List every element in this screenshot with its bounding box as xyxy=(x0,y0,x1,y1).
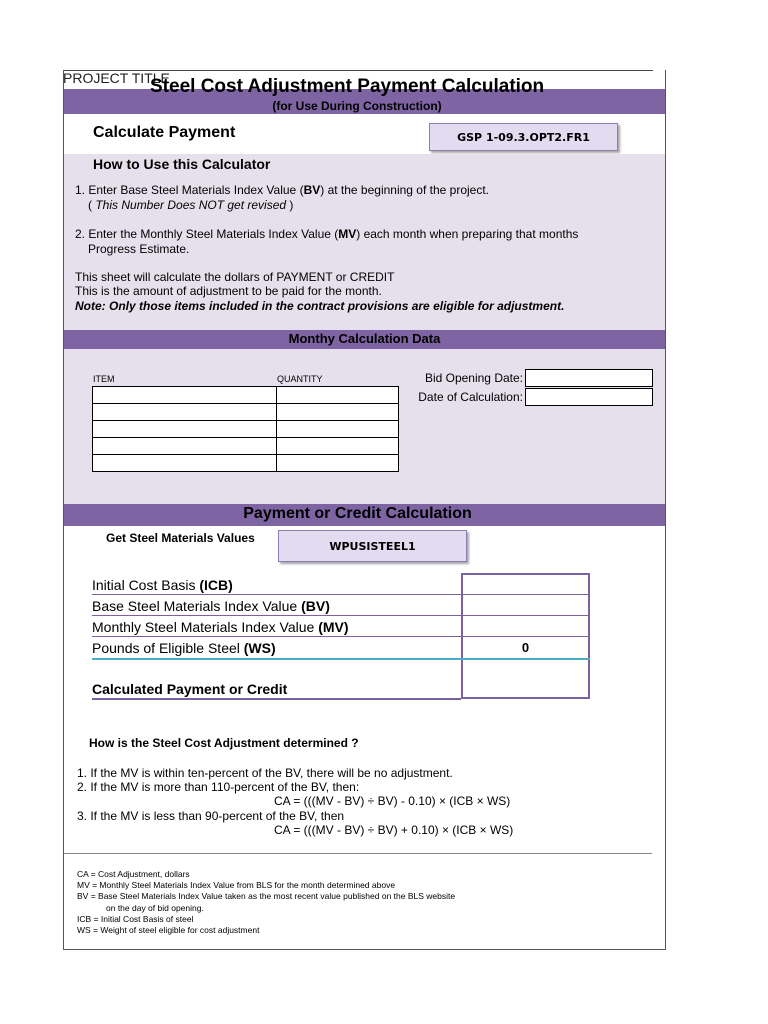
row-divider-teal xyxy=(92,658,461,660)
mv-input[interactable] xyxy=(463,617,588,636)
step-1-part: ) at the beginning of the project. xyxy=(320,183,490,197)
calculated-result-field xyxy=(463,661,588,697)
bid-opening-date-field[interactable] xyxy=(525,369,653,387)
calculate-payment-heading: Calculate Payment xyxy=(93,124,236,141)
eligibility-note: Note: Only those items included in the contract provisions are eligible for adjustment. xyxy=(75,299,565,313)
quantity-cell[interactable] xyxy=(277,421,399,438)
value-divider xyxy=(461,615,590,616)
bid-opening-date-label: Bid Opening Date: xyxy=(424,371,523,385)
adjustment-line: This is the amount of adjustment to be paid for the month. xyxy=(75,284,382,298)
gsp-button[interactable]: GSP 1-09.3.OPT2.FR1 xyxy=(429,123,618,151)
row-divider xyxy=(92,698,461,700)
step-2-text xyxy=(75,227,578,241)
ws-value[interactable]: 0 xyxy=(521,640,530,655)
legend-bv: BV = Base Steel Materials Index Value taken as the most recent value published on the BLS website xyxy=(77,891,456,901)
quantity-cell[interactable] xyxy=(277,455,399,472)
legend-mv: MV = Monthly Steel Materials Index Value from BLS for the month determined above xyxy=(77,880,396,890)
step-2-continuation: Progress Estimate. xyxy=(88,242,190,256)
item-cell[interactable] xyxy=(93,421,277,438)
value-divider xyxy=(461,594,590,595)
quantity-cell[interactable] xyxy=(277,438,399,455)
table-row xyxy=(93,404,399,421)
mv-label xyxy=(92,619,462,635)
value-divider-teal xyxy=(461,658,590,660)
how-to-heading: How to Use this Calculator xyxy=(93,156,271,172)
icb-label xyxy=(92,577,462,593)
project-title-label: PROJECT TITLE xyxy=(63,70,170,86)
items-table xyxy=(92,386,399,472)
item-cell[interactable] xyxy=(93,438,277,455)
bv-abbrev: (BV) xyxy=(301,598,330,614)
formula-2: CA = (((MV - BV) ÷ BV) - 0.10) × (ICB × WS) xyxy=(274,794,511,808)
ws-abbrev: (WS) xyxy=(243,640,276,656)
table-row xyxy=(93,455,399,472)
step-1-text xyxy=(75,183,489,197)
step-2-mv: MV xyxy=(338,227,357,241)
table-row xyxy=(93,421,399,438)
legend-ws: WS = Weight of steel eligible for cost adjustment xyxy=(77,925,260,935)
step-1-part: 1. Enter Base Steel Materials Index Value ( xyxy=(75,183,304,197)
calculated-payment-label: Calculated Payment or Credit xyxy=(92,681,288,697)
legend-icb: ICB = Initial Cost Basis of steel xyxy=(77,914,194,924)
table-row xyxy=(93,387,399,404)
get-values-label: Get Steel Materials Values xyxy=(106,531,255,545)
bv-label-text: Base Steel Materials Index Value xyxy=(92,598,302,614)
legend-ca: CA = Cost Adjustment, dollars xyxy=(77,869,190,879)
step-1-bv: BV xyxy=(303,183,321,197)
legend-divider xyxy=(64,853,652,854)
bv-input[interactable] xyxy=(463,596,588,615)
ws-label-text: Pounds of Eligible Steel xyxy=(92,640,244,656)
formula-3: CA = (((MV - BV) ÷ BV) + 0.10) × (ICB × WS) xyxy=(274,823,514,837)
quantity-column-header: QUANTITY xyxy=(277,374,323,384)
icb-input[interactable] xyxy=(463,575,588,594)
table-row xyxy=(93,438,399,455)
legend-bv-continuation: on the day of bid opening. xyxy=(106,903,204,913)
page-subtitle: (for Use During Construction) xyxy=(272,99,442,113)
step-1-note-text: This Number Does NOT get revised xyxy=(95,198,287,212)
icb-abbrev: (ICB) xyxy=(199,577,233,593)
payment-credit-line: This sheet will calculate the dollars of PAYMENT or CREDIT xyxy=(75,270,395,284)
row-divider xyxy=(92,594,461,595)
paren-open: ( xyxy=(88,198,96,212)
rule-2: 2. If the MV is more than 110-percent of the BV, then: xyxy=(77,780,360,794)
determination-heading: How is the Steel Cost Adjustment determined ? xyxy=(89,736,359,750)
item-cell[interactable] xyxy=(93,404,277,421)
paren-close: ) xyxy=(286,198,294,212)
mv-abbrev: (MV) xyxy=(318,619,349,635)
page-title: Steel Cost Adjustment Payment Calculation xyxy=(150,76,545,97)
row-divider xyxy=(92,615,461,616)
payment-band-title: Payment or Credit Calculation xyxy=(243,505,472,522)
date-of-calculation-label: Date of Calculation: xyxy=(418,390,523,404)
mv-label-text: Monthly Steel Materials Index Value xyxy=(92,619,319,635)
bv-label xyxy=(92,598,462,614)
date-of-calculation-field[interactable] xyxy=(525,388,653,406)
item-cell[interactable] xyxy=(93,387,277,404)
monthly-band-title: Monthy Calculation Data xyxy=(288,331,441,346)
rule-3: 3. If the MV is less than 90-percent of the BV, then xyxy=(77,809,345,823)
item-column-header: ITEM xyxy=(93,374,115,384)
icb-label-text: Initial Cost Basis xyxy=(92,577,200,593)
item-cell[interactable] xyxy=(93,455,277,472)
rule-1: 1. If the MV is within ten-percent of the BV, there will be no adjustment. xyxy=(77,766,453,780)
row-divider xyxy=(92,636,461,637)
step-2-part: ) each month when preparing that months xyxy=(356,227,579,241)
step-1-note xyxy=(88,198,293,212)
quantity-cell[interactable] xyxy=(277,404,399,421)
step-2-part: 2. Enter the Monthly Steel Materials Index Value ( xyxy=(75,227,339,241)
ws-label xyxy=(92,640,462,656)
value-divider xyxy=(461,636,590,637)
wpusisteel-button[interactable]: WPUSISTEEL1 xyxy=(278,530,467,562)
